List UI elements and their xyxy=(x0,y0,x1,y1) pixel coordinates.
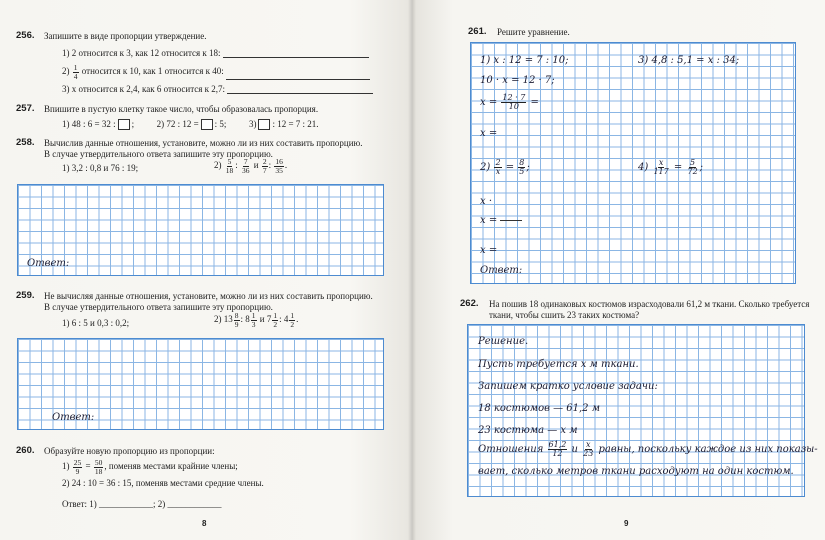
problem-260-answer[interactable]: Ответ: 1) ____________; 2) ____________ xyxy=(62,499,222,509)
answer-line[interactable] xyxy=(223,49,369,58)
item-label: 2) xyxy=(480,162,491,173)
item-label: 2) xyxy=(62,66,70,77)
fraction: $\frac{5}{72}$ xyxy=(687,158,698,176)
problem-261-answer-label: Ответ: xyxy=(480,265,523,276)
problem-260-item-1 xyxy=(62,459,238,475)
left-page xyxy=(0,0,412,540)
fraction: $\frac{7}{36}$ xyxy=(242,157,250,175)
problem-258-item-1: 1) 3,2 : 0,8 и 76 : 19; xyxy=(62,163,139,173)
problem-261-line-6: 2) $\frac{2}{x}$ = $\frac{8}{5}$ ; xyxy=(480,158,530,176)
fraction: $\frac{16}{35}$ xyxy=(275,157,283,175)
problem-262-line-4: 18 костюмов — 61,2 м xyxy=(478,403,601,414)
problem-258-grid[interactable] xyxy=(17,184,384,276)
problem-259-item-2: 2) 13 $\frac{8}{9}$ : 8 $\frac{1}{3}$ и 7 $\frac{1}{2}$ : 4 $\frac{1}{2}$ . xyxy=(214,311,299,329)
semicolon: ; xyxy=(699,162,704,173)
problem-262-title-line-2: ткани, чтобы сшить 23 таких костюма? xyxy=(489,310,640,320)
problem-262-line-7: вает, сколько метров ткани расходуют на один костюм. xyxy=(478,466,794,477)
text-suffix: равны, поскольку каждое из них показы- xyxy=(598,444,818,455)
semicolon: ; xyxy=(526,162,530,173)
expression-prefix: x = xyxy=(480,97,498,108)
problem-261-line-9 xyxy=(480,215,522,226)
fraction: $\frac{25}{9}$ xyxy=(73,458,82,476)
text-prefix: Отношения xyxy=(478,444,544,455)
problem-256-item-1-text: 1) 2 относится к 3, как 12 относится к 18: xyxy=(62,48,221,58)
fraction: $\frac{12 \cdot 7}{10}$ xyxy=(502,93,526,111)
problem-261-line-10: x = xyxy=(480,245,498,256)
fraction: $\frac{2}{x}$ xyxy=(495,158,501,176)
conjunction: и xyxy=(253,160,259,171)
problem-256-item-1 xyxy=(62,48,369,58)
equals-sign: = xyxy=(85,461,91,472)
problem-260-title: Образуйте новую пропорцию из пропорции: xyxy=(44,446,215,456)
problem-257-c-end: : 12 = 7 : 21. xyxy=(272,119,319,129)
fraction: $\frac{x}{23}$ xyxy=(583,440,594,458)
problem-257-a-text: 1) 48 : 6 = 32 : xyxy=(62,119,116,129)
problem-259-answer-label: Ответ: xyxy=(52,412,95,423)
problem-258-title-line-1: Вычислив данные отношения, установите, можно ли из них составить пропорцию. xyxy=(44,138,363,148)
answer-line[interactable] xyxy=(226,71,370,80)
answer-line[interactable] xyxy=(227,85,373,94)
right-page xyxy=(412,0,825,540)
problem-256-item-3 xyxy=(62,84,373,94)
page-number-left: 8 xyxy=(202,519,207,528)
problem-259-title-line-1: Не вычисляя данные отношения, установите, можно ли из них составить пропорцию. xyxy=(44,291,373,301)
problem-257-b-text: 2) 72 : 12 = xyxy=(156,119,199,129)
problem-256-item-2-text: относится к 10, как 1 относится к 40: xyxy=(81,66,224,77)
problem-256-title: Запишите в виде пропорции утверждение. xyxy=(44,31,207,41)
empty-box[interactable] xyxy=(201,119,213,130)
fraction: $\frac{1}{3}$ xyxy=(251,311,256,329)
item-label: 2) xyxy=(214,160,222,171)
expression-prefix: x = xyxy=(480,215,498,226)
fraction: $\frac{x}{117}$ xyxy=(653,158,669,176)
empty-box[interactable] xyxy=(118,119,130,130)
blank-line[interactable] xyxy=(500,220,522,221)
problem-258-number: 258. xyxy=(16,137,35,148)
problem-259-title-line-2: В случае утвердительного ответа запишите эту пропорцию. xyxy=(44,302,273,312)
problem-260-item-1-text: , поменяв местами крайние члены; xyxy=(104,461,238,472)
empty-box[interactable] xyxy=(258,119,270,130)
fraction: $\frac{50}{18}$ xyxy=(94,458,103,476)
problem-261-line-7: 4) $\frac{x}{117}$ = $\frac{5}{72}$ ; xyxy=(638,158,704,176)
problem-257-b-end: : 5; xyxy=(214,119,227,129)
problem-261-line-4: x = xyxy=(480,128,498,139)
mixed-number-whole: 2) 13 xyxy=(214,314,233,325)
problem-261-number: 261. xyxy=(468,26,487,37)
problem-262-line-1: Решение. xyxy=(478,336,529,347)
problem-261-title: Решите уравнение. xyxy=(497,27,570,37)
problem-262-line-2: Пусть требуется x м ткани. xyxy=(478,359,639,370)
fraction: $\frac{2}{7}$ xyxy=(262,157,267,175)
problem-258-answer-label: Ответ: xyxy=(27,258,70,269)
problem-262-line-6 xyxy=(478,441,818,458)
mixed-number-whole: : 8 xyxy=(240,314,250,325)
page-number-right: 9 xyxy=(624,519,629,528)
problem-258-title-line-2: В случае утвердительного ответа запишите эту пропорцию. xyxy=(44,149,273,159)
conjunction: и xyxy=(571,444,578,455)
problem-262-line-5: 23 костюма — x м xyxy=(478,425,578,436)
problem-256-item-2 xyxy=(62,64,370,80)
fraction: $\frac{8}{9}$ xyxy=(234,311,239,329)
problem-259-item-1: 1) 6 : 5 и 0,3 : 0,2; xyxy=(62,318,130,328)
problem-260-number: 260. xyxy=(16,445,35,456)
fraction: $\frac{8}{5}$ xyxy=(519,158,525,176)
problem-256-number: 256. xyxy=(16,30,35,41)
problem-257-items xyxy=(62,119,319,130)
item-label: 1) xyxy=(62,461,70,472)
problem-257-c-text: 3) xyxy=(248,119,257,129)
problem-261-line-5: 3) 4,8 : 5,1 = x : 34; xyxy=(638,55,740,66)
problem-262-line-3: Запишем кратко условие задачи: xyxy=(478,381,658,392)
fraction: $\frac{5}{18}$ xyxy=(225,157,234,175)
problem-261-line-2: 10 · x = 12 · 7; xyxy=(480,75,555,86)
fraction: $\frac{1}{4}$ xyxy=(73,63,78,81)
problem-262-title-line-1: На пошив 18 одинаковых костюмов израсходовали 61,2 м ткани. Сколько требуется xyxy=(489,299,810,309)
fraction: $\frac{61,2}{12}$ xyxy=(548,440,567,458)
problem-257-number: 257. xyxy=(16,103,35,114)
problem-259-number: 259. xyxy=(16,290,35,301)
problem-261-line-1: 1) x : 12 = 7 : 10; xyxy=(480,55,569,66)
problem-262-number: 262. xyxy=(460,298,479,309)
problem-257-a-end: ; xyxy=(131,119,135,129)
problem-260-item-2: 2) 24 : 10 = 36 : 15, поменяв местами средние члены. xyxy=(62,478,264,488)
problem-258-item-2: 2) $\frac{5}{18}$ : $\frac{7}{36}$ и $\frac{2}{7}$ : $\frac{16}{35}$ . xyxy=(214,157,288,175)
equals-sign: = xyxy=(530,97,539,108)
mixed-number-whole: и 7 xyxy=(259,314,272,325)
problem-261-line-8: x · xyxy=(480,196,492,207)
book-gutter xyxy=(408,0,416,540)
item-label: 4) xyxy=(638,162,649,173)
fraction: $\frac{1}{2}$ xyxy=(273,311,278,329)
problem-256-item-3-text: 3) x относится к 2,4, как 6 относится к 2,7: xyxy=(62,84,226,94)
mixed-number-whole: : 4 xyxy=(279,314,289,325)
problem-261-line-3 xyxy=(480,94,539,111)
problem-257-title: Впишите в пустую клетку такое число, чтобы образовалась пропорция. xyxy=(44,104,319,114)
fraction: $\frac{1}{2}$ xyxy=(290,311,295,329)
